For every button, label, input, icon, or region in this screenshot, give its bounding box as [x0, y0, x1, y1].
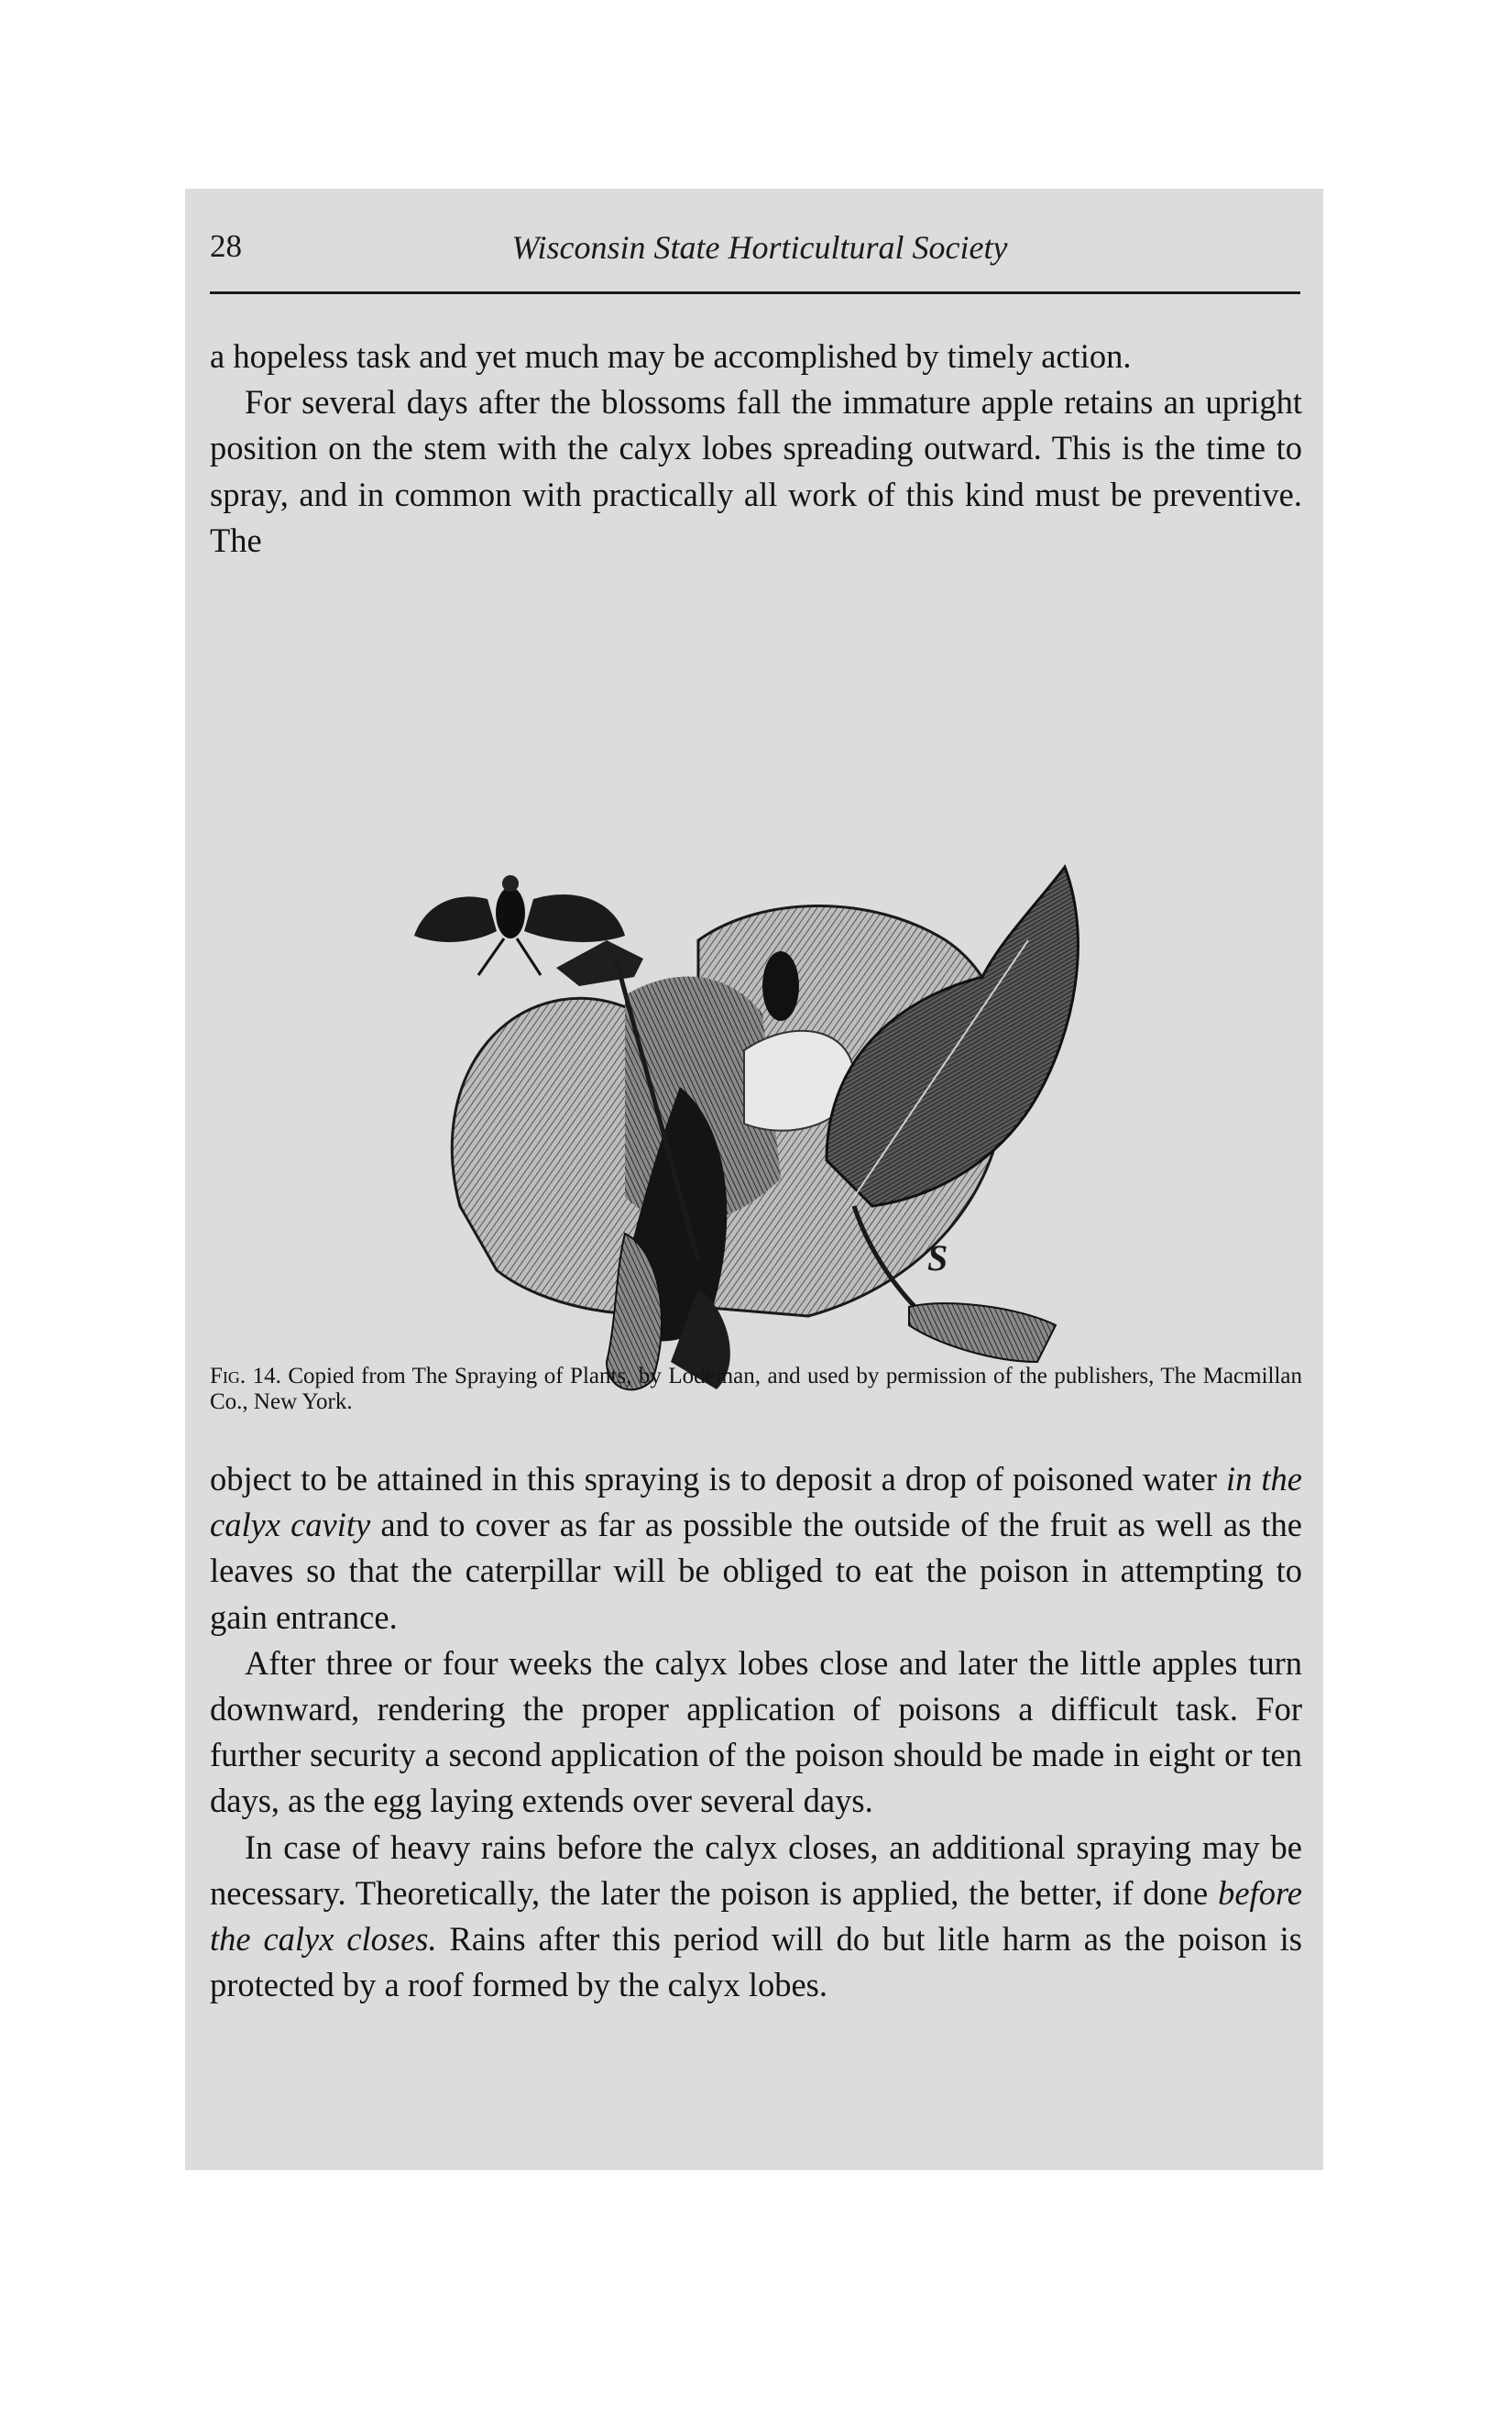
emphasis: in the calyx cavity	[210, 1460, 1303, 1544]
text-run: and to cover as far as possible the outside of the fruit as well as the leaves so that the caterpillar will be obliged to eat the poison in attempting to gain entrance.	[210, 1506, 1303, 1636]
engraver-monogram: S	[927, 1237, 948, 1278]
page-header	[210, 228, 1309, 283]
paragraph	[210, 1825, 1302, 2009]
paragraph	[210, 1456, 1302, 1640]
figure-label: Fig. 14.	[210, 1364, 281, 1388]
figure-caption	[210, 1364, 1302, 1415]
paragraph: a hopeless task and yet much may be accomplished by timely action.	[210, 337, 1132, 375]
page-number: 28	[210, 228, 242, 264]
body-text-bottom	[210, 1456, 1302, 2008]
figure-caption-text: Copied from The Spraying of Plants, by Lodeman, and used by permission of the publishers, The Macmillan Co., New York.	[210, 1364, 1302, 1414]
emphasis: before the calyx closes.	[210, 1873, 1303, 1959]
text-run: Rains after this period will do but litle harm as the poison is protected by a roof formed by the calyx lobes.	[210, 1920, 1302, 2004]
body-text-top	[210, 334, 1302, 564]
header-rule	[210, 291, 1300, 294]
text-run: In case of heavy rains before the calyx closes, an additional spraying may be necessary. Theoretically, the later the poison is applied, the better, if done	[210, 1827, 1302, 1912]
book-page	[185, 189, 1323, 2170]
text-run: object to be attained in this spraying is to deposit a drop of poisoned water	[210, 1460, 1217, 1498]
running-head: Wisconsin State Horticultural Society	[511, 229, 1008, 266]
paragraph: For several days after the blossoms fall the immature apple retains an upright position on the stem with the calyx lobes spreading outward. This is the time to spray, and in common with practically all work of this kind must be preventive. The	[210, 383, 1302, 559]
paragraph: After three or four weeks the calyx lobes close and later the little apples turn downward, rendering the proper application of poisons a difficult task. For further security a second application of the poison should be made in eight or ten days, as the egg laying extends over several days.	[210, 1643, 1302, 1820]
